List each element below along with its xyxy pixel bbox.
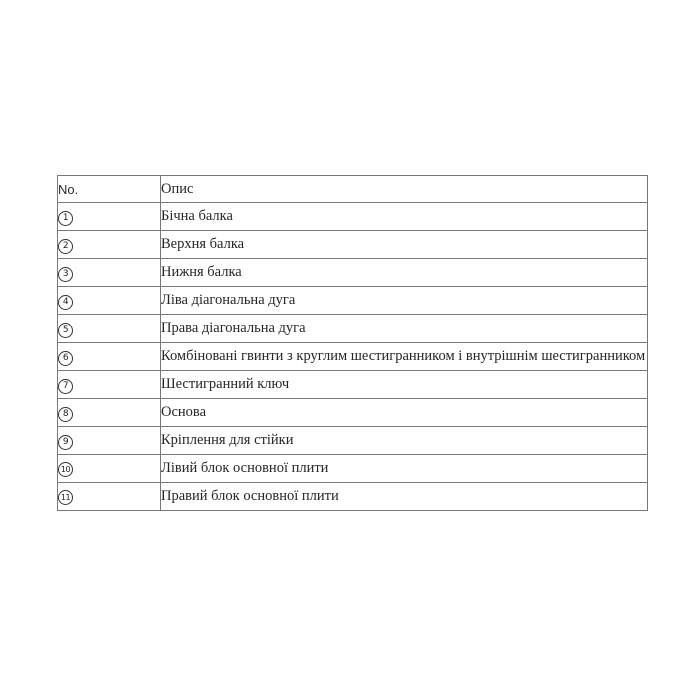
row-description: Нижня балка	[161, 264, 242, 280]
row-number-cell	[58, 427, 161, 455]
header-no: No.	[58, 176, 161, 203]
row-description-cell	[161, 343, 648, 371]
circled-number: 9	[58, 435, 73, 450]
row-description-cell	[161, 259, 648, 287]
circled-number: 4	[58, 295, 73, 310]
table-row	[58, 483, 648, 511]
circled-number: 2	[58, 239, 73, 254]
circled-number: 3	[58, 267, 73, 282]
row-description-cell	[161, 371, 648, 399]
table-row	[58, 315, 648, 343]
circled-number: 11	[58, 490, 73, 505]
row-description: Лівий блок основної плити	[161, 460, 329, 476]
header-row	[58, 176, 648, 203]
table-body	[58, 203, 648, 511]
table-row	[58, 203, 648, 231]
table-row	[58, 371, 648, 399]
header-description: Опис	[161, 176, 648, 203]
row-number-cell	[58, 343, 161, 371]
row-description: Правий блок основної плити	[161, 488, 339, 504]
circled-number: 5	[58, 323, 73, 338]
circled-number: 10	[58, 462, 73, 477]
row-description-cell	[161, 455, 648, 483]
row-description-cell	[161, 483, 648, 511]
table-row	[58, 455, 648, 483]
row-description-cell	[161, 231, 648, 259]
row-number-cell	[58, 399, 161, 427]
row-description: Бічна балка	[161, 208, 233, 224]
table-row	[58, 427, 648, 455]
table-row	[58, 399, 648, 427]
row-number-cell	[58, 287, 161, 315]
circled-number: 8	[58, 407, 73, 422]
table-row	[58, 343, 648, 371]
table-row	[58, 259, 648, 287]
row-number-cell	[58, 259, 161, 287]
row-description-cell	[161, 427, 648, 455]
row-number-cell	[58, 483, 161, 511]
row-description: Права діагональна дуга	[161, 320, 306, 336]
row-description: Шестигранний ключ	[161, 376, 290, 392]
row-description-cell	[161, 287, 648, 315]
circled-number: 6	[58, 351, 73, 366]
row-description: Основа	[161, 404, 207, 420]
circled-number: 1	[58, 211, 73, 226]
row-description: Комбіновані гвинти з круглим шестигранником і внутрішнім шестигранником	[161, 348, 646, 364]
row-number-cell	[58, 315, 161, 343]
row-description: Верхня балка	[161, 236, 245, 252]
row-number-cell	[58, 455, 161, 483]
row-number-cell	[58, 203, 161, 231]
row-number-cell	[58, 231, 161, 259]
table-row	[58, 231, 648, 259]
circled-number: 7	[58, 379, 73, 394]
row-description: Ліва діагональна дуга	[161, 292, 296, 308]
parts-table	[57, 175, 648, 511]
row-description-cell	[161, 315, 648, 343]
row-number-cell	[58, 371, 161, 399]
table-row	[58, 287, 648, 315]
row-description-cell	[161, 399, 648, 427]
row-description: Кріплення для стійки	[161, 432, 294, 448]
row-description-cell	[161, 203, 648, 231]
